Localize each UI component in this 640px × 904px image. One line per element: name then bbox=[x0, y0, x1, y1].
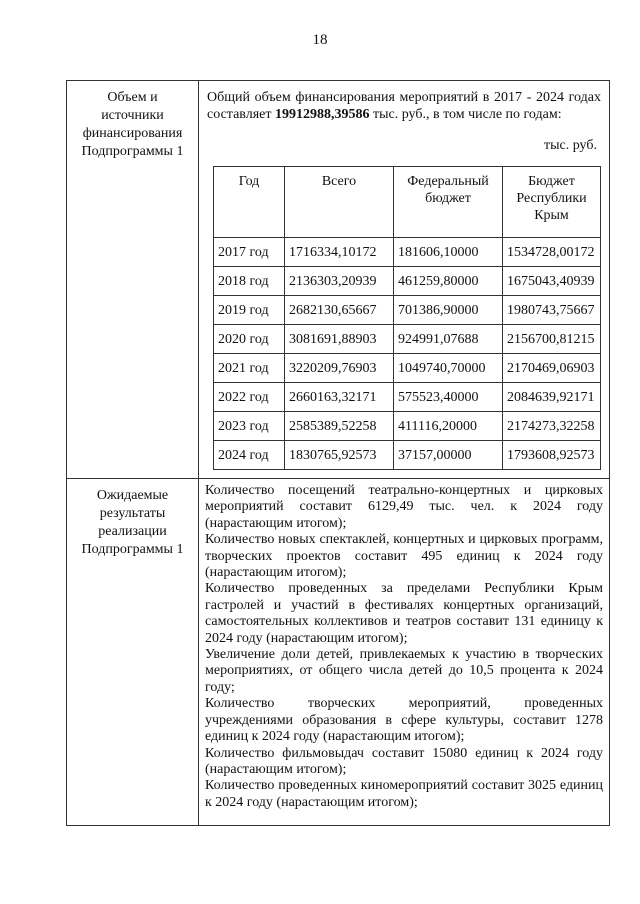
header-row bbox=[214, 167, 601, 238]
result-item: Количество фильмовыдач составит 15080 единиц к 2024 году (нарастающим итогом); bbox=[205, 745, 603, 777]
cell-federal: 411116,20000 bbox=[394, 412, 503, 441]
label-line: финансирования bbox=[82, 126, 183, 141]
label-line: результаты bbox=[99, 506, 166, 521]
col-header-regional: Бюджет Республики Крым bbox=[503, 167, 601, 238]
page-number: 18 bbox=[312, 32, 328, 48]
cell-regional: 1793608,92573 bbox=[503, 441, 601, 470]
cell-total: 2682130,65667 bbox=[285, 296, 394, 325]
cell-total: 3220209,76903 bbox=[285, 354, 394, 383]
cell-regional: 2156700,81215 bbox=[503, 325, 601, 354]
cell-federal: 701386,90000 bbox=[394, 296, 503, 325]
cell-year: 2021 год bbox=[214, 354, 285, 383]
cell-federal: 181606,10000 bbox=[394, 238, 503, 267]
cell-total: 2660163,32171 bbox=[285, 383, 394, 412]
cell-regional: 1980743,75667 bbox=[503, 296, 601, 325]
label-line: Ожидаемые bbox=[96, 488, 169, 503]
result-item: Увеличение доли детей, привлекаемых к участию в творческих мероприятиях, от общего числа детей до 10,5 процента к 2024 году; bbox=[205, 647, 603, 695]
intro-text: Общий объем финансирования мероприятий в 2017 - 2024 годах составляет bbox=[207, 90, 601, 122]
cell-year: 2019 год bbox=[214, 296, 285, 325]
cell-federal: 924991,07688 bbox=[394, 325, 503, 354]
result-item: Количество проведенных киномероприятий составит 3025 единиц к 2024 году (нарастающим итогом); bbox=[205, 778, 603, 810]
financing-content bbox=[199, 81, 610, 479]
cell-regional: 1675043,40939 bbox=[503, 267, 601, 296]
table-row bbox=[214, 238, 601, 267]
unit-label: тыс. руб. bbox=[544, 138, 597, 153]
financing-intro bbox=[207, 89, 601, 123]
cell-regional: 2084639,92171 bbox=[503, 383, 601, 412]
cell-total: 1830765,92573 bbox=[285, 441, 394, 470]
label-line: Подпрограммы 1 bbox=[81, 542, 184, 557]
result-item: Количество творческих мероприятий, проведенных учреждениями образования в сфере культуры, составит 1278 единиц к 2024 году (нарастающим итогом); bbox=[205, 696, 603, 745]
table-row bbox=[214, 267, 601, 296]
table-row bbox=[214, 412, 601, 441]
result-item: Количество посещений театрально-концертных и цирковых мероприятий составит 6129,49 тыс. чел. к 2024 году (нарастающим итогом); bbox=[205, 483, 603, 531]
results-label bbox=[67, 479, 199, 826]
label-line: реализации bbox=[98, 524, 167, 539]
financing-row bbox=[67, 81, 610, 479]
cell-federal: 461259,80000 bbox=[394, 267, 503, 296]
cell-total: 3081691,88903 bbox=[285, 325, 394, 354]
cell-year: 2022 год bbox=[214, 383, 285, 412]
result-item: Количество новых спектаклей, концертных и цирковых программ, творческих проектов составит 495 единиц к 2024 году (нарастающим итогом); bbox=[205, 532, 603, 581]
table-row bbox=[214, 354, 601, 383]
cell-regional: 2174273,32258 bbox=[503, 412, 601, 441]
cell-year: 2018 год bbox=[214, 267, 285, 296]
table-row bbox=[214, 296, 601, 325]
col-header-total: Всего bbox=[285, 167, 394, 238]
financing-by-year-table bbox=[213, 166, 601, 470]
financing-label bbox=[67, 81, 199, 479]
cell-federal: 37157,00000 bbox=[394, 441, 503, 470]
result-item: Количество проведенных за пределами Республики Крым гастролей и участий в фестивалях концертных организаций, самостоятельных коллективов и театров составит 131 единицу к 2024 году (нарастающим итогом); bbox=[205, 581, 603, 646]
table-row bbox=[214, 325, 601, 354]
intro-text-end: тыс. руб., в том числе по годам: bbox=[369, 107, 562, 122]
results-content bbox=[199, 479, 610, 826]
cell-federal: 575523,40000 bbox=[394, 383, 503, 412]
label-line: источники bbox=[101, 108, 164, 123]
cell-regional: 1534728,00172 bbox=[503, 238, 601, 267]
total-amount: 19912988,39586 bbox=[274, 107, 370, 122]
cell-total: 2585389,52258 bbox=[285, 412, 394, 441]
cell-total: 1716334,10172 bbox=[285, 238, 394, 267]
table-row bbox=[214, 441, 601, 470]
cell-federal: 1049740,70000 bbox=[394, 354, 503, 383]
cell-total: 2136303,20939 bbox=[285, 267, 394, 296]
col-header-year: Год bbox=[214, 167, 285, 238]
results-row bbox=[67, 479, 610, 826]
cell-year: 2024 год bbox=[214, 441, 285, 470]
cell-regional: 2170469,06903 bbox=[503, 354, 601, 383]
col-header-federal: Федеральный бюджет bbox=[394, 167, 503, 238]
label-line: Подпрограммы 1 bbox=[81, 144, 184, 159]
passport-table bbox=[66, 80, 610, 826]
cell-year: 2020 год bbox=[214, 325, 285, 354]
cell-year: 2017 год bbox=[214, 238, 285, 267]
label-line: Объем и bbox=[107, 90, 158, 105]
cell-year: 2023 год bbox=[214, 412, 285, 441]
table-row bbox=[214, 383, 601, 412]
